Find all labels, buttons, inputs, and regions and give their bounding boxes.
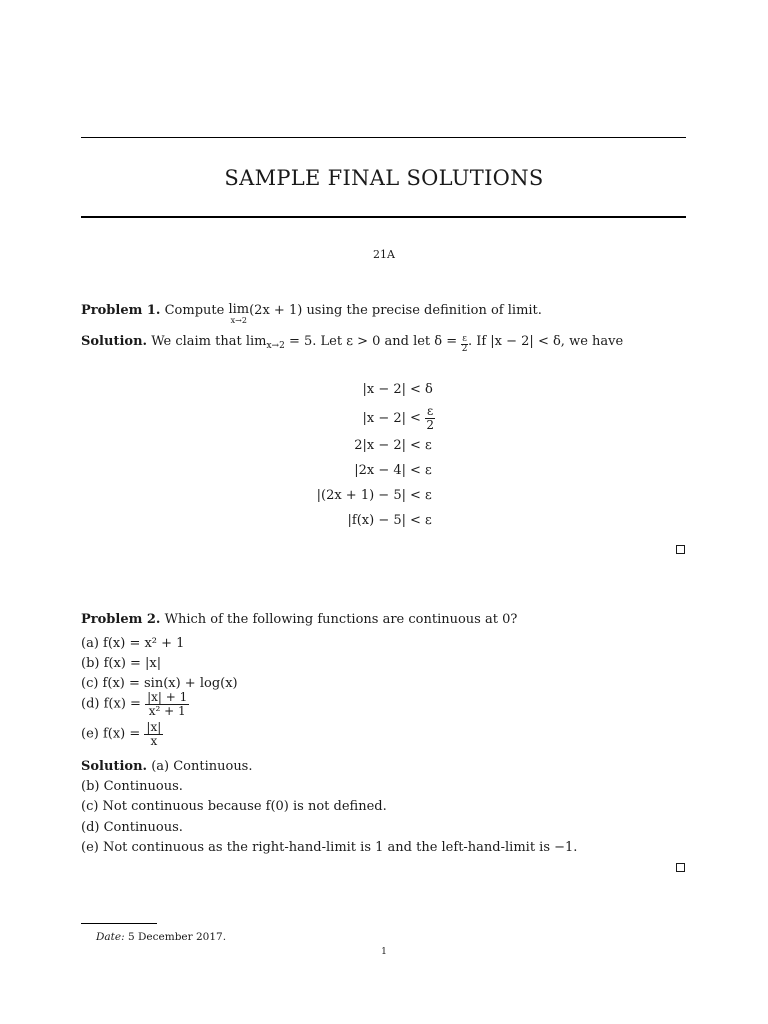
problem-1-text-after: using the precise definition of limit. — [306, 303, 542, 318]
problem-2-label: Problem 2. — [81, 612, 161, 627]
delta-fraction: $\frac{\varepsilon}{2}$ — [461, 334, 468, 354]
problem-1-text-before: Compute — [164, 303, 225, 318]
solution-2-line-c: (c) Not continuous because f(0) is not defined. — [81, 799, 387, 814]
course-code: 21A — [373, 248, 395, 261]
qed-box-2 — [676, 863, 685, 872]
option-b: (b) f(x) = |x| — [81, 656, 162, 671]
solution-2-line-b: (b) Continuous. — [81, 779, 183, 794]
solution-2-label: Solution. — [81, 759, 148, 774]
page-number: 1 — [381, 947, 387, 957]
footnote-rule — [81, 923, 157, 924]
solution-2-line-e: (e) Not continuous as the right-hand-limit is 1 and the left-hand-limit is −1. — [81, 840, 578, 855]
solution-1-label: Solution. — [81, 334, 148, 349]
top-rule — [81, 137, 686, 138]
problem-2-statement — [81, 612, 517, 627]
footnote-label: Date: — [96, 931, 125, 943]
footnote — [96, 931, 226, 943]
footnote-text: 5 December 2017. — [128, 931, 227, 943]
problem-1-statement — [81, 303, 542, 325]
limit-expression: (2x + 1) — [249, 303, 303, 318]
solution-2-line-d: (d) Continuous. — [81, 820, 183, 835]
problem-1-label: Problem 1. — [81, 303, 161, 318]
solution-2-line-a: Solution. (a) Continuous. — [81, 759, 253, 774]
option-e: (e) f(x) = $\frac{|x|}{x}$ — [81, 720, 162, 748]
title-underline — [81, 216, 686, 218]
limit-operator: lim x→2 — [228, 302, 250, 325]
option-a: (a) f(x) = x² + 1 — [81, 636, 185, 651]
option-c: (c) f(x) = sin(x) + log(x) — [81, 676, 238, 691]
qed-box-1 — [676, 545, 685, 554]
option-d: (d) f(x) = $\frac{|x| + 1}{\text{x² + 1}}$ — [81, 690, 188, 718]
problem-2-text: Which of the following functions are continuous at 0? — [164, 612, 518, 627]
problem-1-solution-intro: Solution. We claim that $\lim_{x\to 2} = 5$. Let ε > 0 and let δ = $\frac{\varepsilon}{2}$ . If |x − 2| < δ, we have — [81, 334, 624, 354]
page-title: SAMPLE FINAL SOLUTIONS — [224, 166, 544, 190]
